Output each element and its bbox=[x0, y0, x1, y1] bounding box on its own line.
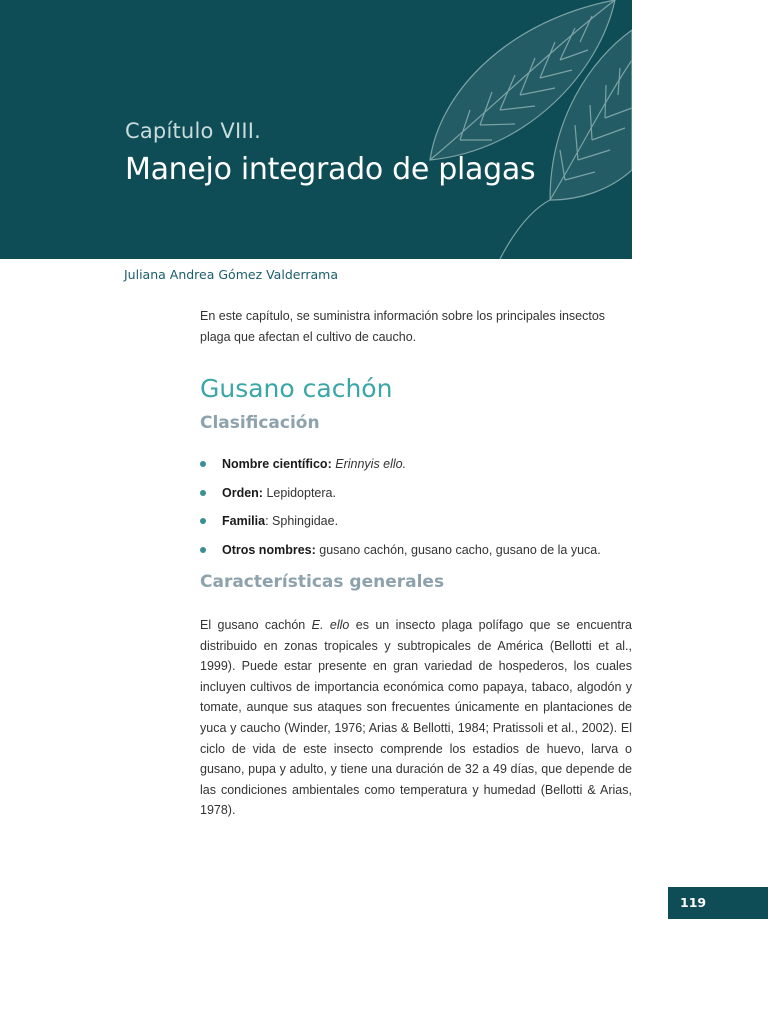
paragraph-text-rest: es un insecto plaga polífago que se encuentra distribuido en zonas tropicales y subtropicales de América (Bellotti et al., 1999). Puede estar presente en gran variedad de hospederos, los cuales incluyen cultivos de importancia económica como papaya, tabaco, algodón y tomate, aunque sus ataques son frecuentes únicamente en plantaciones de yuca y caucho (Winder, 1976; Arias & Bellotti, 1984; Pratissoli et al., 2002). El ciclo de vida de este insecto comprende los estadios de huevo, larva o gusano, pupa y adulto, y tiene una duración de 32 a 49 días, que depende de las condiciones ambientales como temperatura y humedad (Bellotti & Arias, 1978). bbox=[200, 618, 633, 818]
item-value: Erinnyis ello. bbox=[335, 457, 407, 471]
characteristics-heading: Características generales bbox=[200, 572, 445, 592]
classification-list bbox=[200, 455, 632, 559]
main-content bbox=[200, 306, 632, 821]
list-item bbox=[200, 512, 632, 530]
characteristics-paragraph bbox=[200, 615, 632, 821]
item-label: Otros nombres: bbox=[222, 542, 316, 557]
item-value: : Sphingidae. bbox=[265, 514, 339, 528]
leaf-illustration bbox=[400, 0, 632, 259]
chapter-label: Capítulo VIII. bbox=[125, 119, 262, 143]
bullet-icon bbox=[200, 518, 206, 524]
list-item bbox=[200, 484, 632, 502]
bullet-icon bbox=[200, 547, 206, 553]
bullet-icon bbox=[200, 490, 206, 496]
author-name: Juliana Andrea Gómez Valderrama bbox=[124, 267, 338, 282]
chapter-title: Manejo integrado de plagas bbox=[125, 152, 536, 187]
chapter-banner bbox=[0, 0, 632, 259]
item-label: Nombre científico: bbox=[222, 457, 332, 471]
page-number-text: 119 bbox=[680, 895, 707, 910]
item-label: Familia bbox=[222, 514, 266, 528]
page-number bbox=[668, 887, 768, 919]
classification-heading: Clasificación bbox=[200, 413, 320, 433]
item-value: gusano cachón, gusano cacho, gusano de la yuca. bbox=[319, 542, 601, 557]
paragraph-species: E. ello bbox=[311, 618, 350, 632]
bullet-icon bbox=[200, 461, 206, 467]
intro-paragraph: En este capítulo, se suministra información sobre los principales insectos plaga que afectan el cultivo de caucho. bbox=[200, 309, 606, 344]
item-label: Orden: bbox=[222, 485, 263, 500]
section-title: Gusano cachón bbox=[200, 374, 393, 403]
list-item bbox=[200, 541, 632, 559]
paragraph-text-start: El gusano cachón bbox=[200, 618, 312, 632]
item-value: Lepidoptera. bbox=[266, 485, 336, 500]
list-item bbox=[200, 455, 632, 473]
